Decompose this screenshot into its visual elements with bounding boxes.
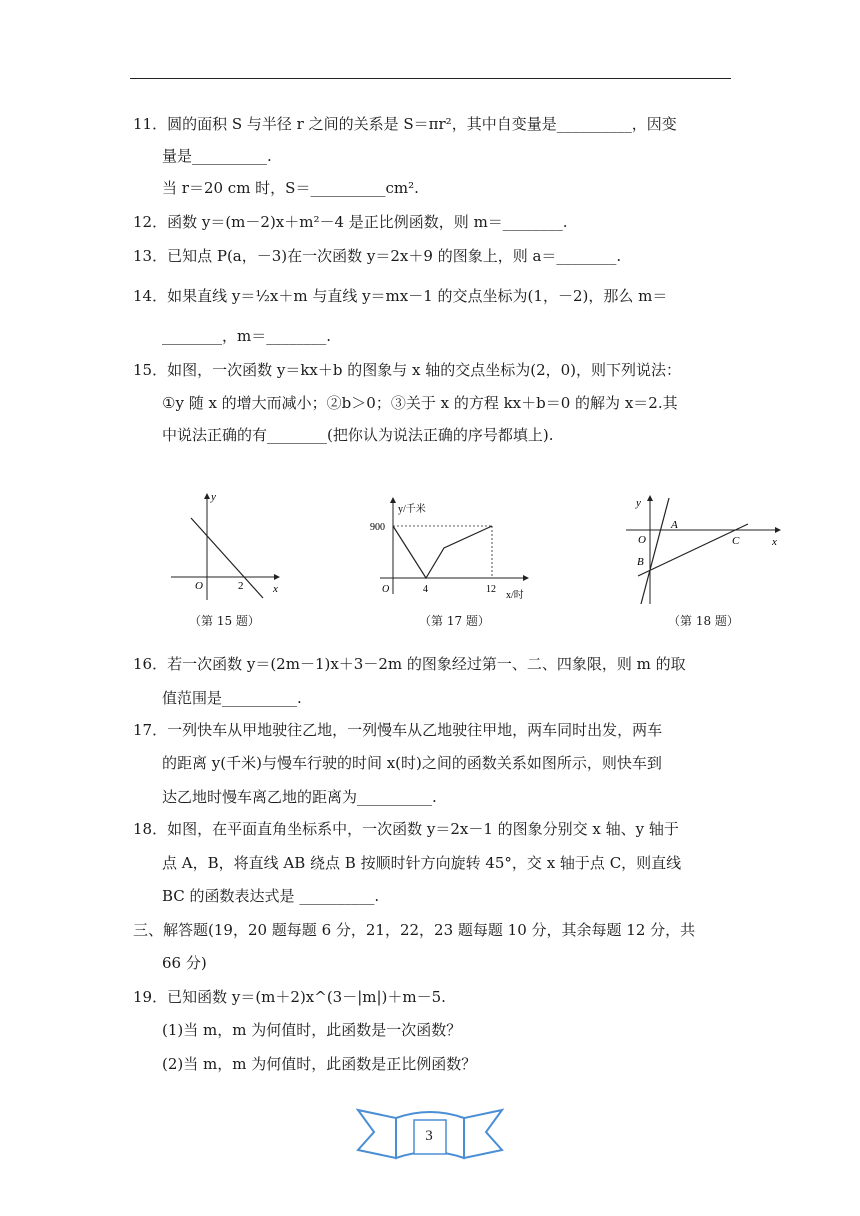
f17-x-tick-12: 12 xyxy=(486,584,496,595)
figure-18 xyxy=(616,492,786,610)
question-15-line-2: ①y 随 x 的增大而减小；②b＞0；③关于 x 的方程 kx＋b＝0 的解为 x＝2.其 xyxy=(162,394,678,412)
question-15-line-3: 中说法正确的有________(把你认为说法正确的序号都填上). xyxy=(162,426,554,444)
question-18-line-2: 点 A，B，将直线 AB 绕点 B 按顺时针方向旋转 45°，交 x 轴于点 C，则直线 xyxy=(162,854,682,872)
question-14-line-2: ________，m＝________. xyxy=(162,327,331,345)
question-15-line-1: 15．如图，一次函数 y＝kx＋b 的图象与 x 轴的交点坐标为(2，0)，则下列说法： xyxy=(133,361,682,379)
question-16-line-1: 16．若一次函数 y＝(2m－1)x＋3－2m 的图象经过第一、二、四象限，则 m 的取 xyxy=(133,655,686,673)
f18-origin: O xyxy=(638,534,646,546)
f17-y-tick: 900 xyxy=(370,522,385,533)
f15-x-label: x xyxy=(273,583,278,595)
figure-15 xyxy=(165,488,285,608)
question-11-line-2: 量是__________. xyxy=(162,147,272,165)
question-16-line-2: 值范围是__________. xyxy=(162,689,302,707)
header-rule xyxy=(130,78,731,79)
section-3-heading-line-1: 三、解答题(19，20 题每题 6 分，21，22，23 题每题 10 分，其余每题 12 分，共 xyxy=(133,921,696,939)
f17-x-label: x/时 xyxy=(506,590,524,601)
figure-17-caption: （第 17 题） xyxy=(419,614,490,628)
question-17-line-1: 17．一列快车从甲地驶往乙地，一列慢车从乙地驶往甲地，两车同时出发，两车 xyxy=(133,721,663,739)
f15-tick: 2 xyxy=(238,580,244,592)
question-14-line-1: 14．如果直线 y＝½x＋m 与直线 y＝mx－1 的交点坐标为(1，－2)，那么 m＝ xyxy=(133,287,668,305)
f15-origin: O xyxy=(195,580,203,592)
f17-origin: O xyxy=(382,584,390,595)
f18-y-label: y xyxy=(636,497,641,509)
page-number: 3 xyxy=(425,1128,433,1144)
question-18-line-1: 18．如图，在平面直角坐标系中，一次函数 y＝2x－1 的图象分别交 x 轴、y 轴于 xyxy=(133,820,679,838)
question-17-line-2: 的距离 y(千米)与慢车行驶的时间 x(时)之间的函数关系如图所示，则快车到 xyxy=(162,754,662,772)
question-19-part-1: (1)当 m，m 为何值时，此函数是一次函数？ xyxy=(162,1021,462,1039)
figure-15-caption: （第 15 题） xyxy=(189,614,260,628)
figure-18-caption: （第 18 题） xyxy=(668,614,739,628)
f18-point-c: C xyxy=(732,535,740,547)
question-19-part-2: (2)当 m，m 为何值时，此函数是正比例函数？ xyxy=(162,1055,477,1073)
f18-point-a: A xyxy=(671,519,678,531)
question-17-line-3: 达乙地时慢车离乙地的距离为__________. xyxy=(162,788,437,806)
f18-point-b: B xyxy=(637,556,644,568)
question-11-line-1: 11．圆的面积 S 与半径 r 之间的关系是 S＝πr²，其中自变量是__________，因变 xyxy=(133,115,677,133)
question-13: 13．已知点 P(a，－3)在一次函数 y＝2x＋9 的图象上，则 a＝________. xyxy=(133,247,622,265)
question-18-line-3: BC 的函数表达式是 __________. xyxy=(162,887,380,905)
f15-y-label: y xyxy=(211,491,216,503)
question-12: 12．函数 y＝(m－2)x＋m²－4 是正比例函数，则 m＝________. xyxy=(133,213,568,231)
figure-17 xyxy=(364,494,534,610)
section-3-heading-line-2: 66 分) xyxy=(162,954,207,972)
question-19: 19．已知函数 y＝(m＋2)x^(3－|m|)＋m－5. xyxy=(133,988,446,1006)
f18-x-label: x xyxy=(772,536,777,548)
f17-x-tick-4: 4 xyxy=(423,584,428,595)
question-11-line-3: 当 r＝20 cm 时，S＝__________cm². xyxy=(162,179,419,197)
f17-y-label: y/千米 xyxy=(398,504,426,515)
